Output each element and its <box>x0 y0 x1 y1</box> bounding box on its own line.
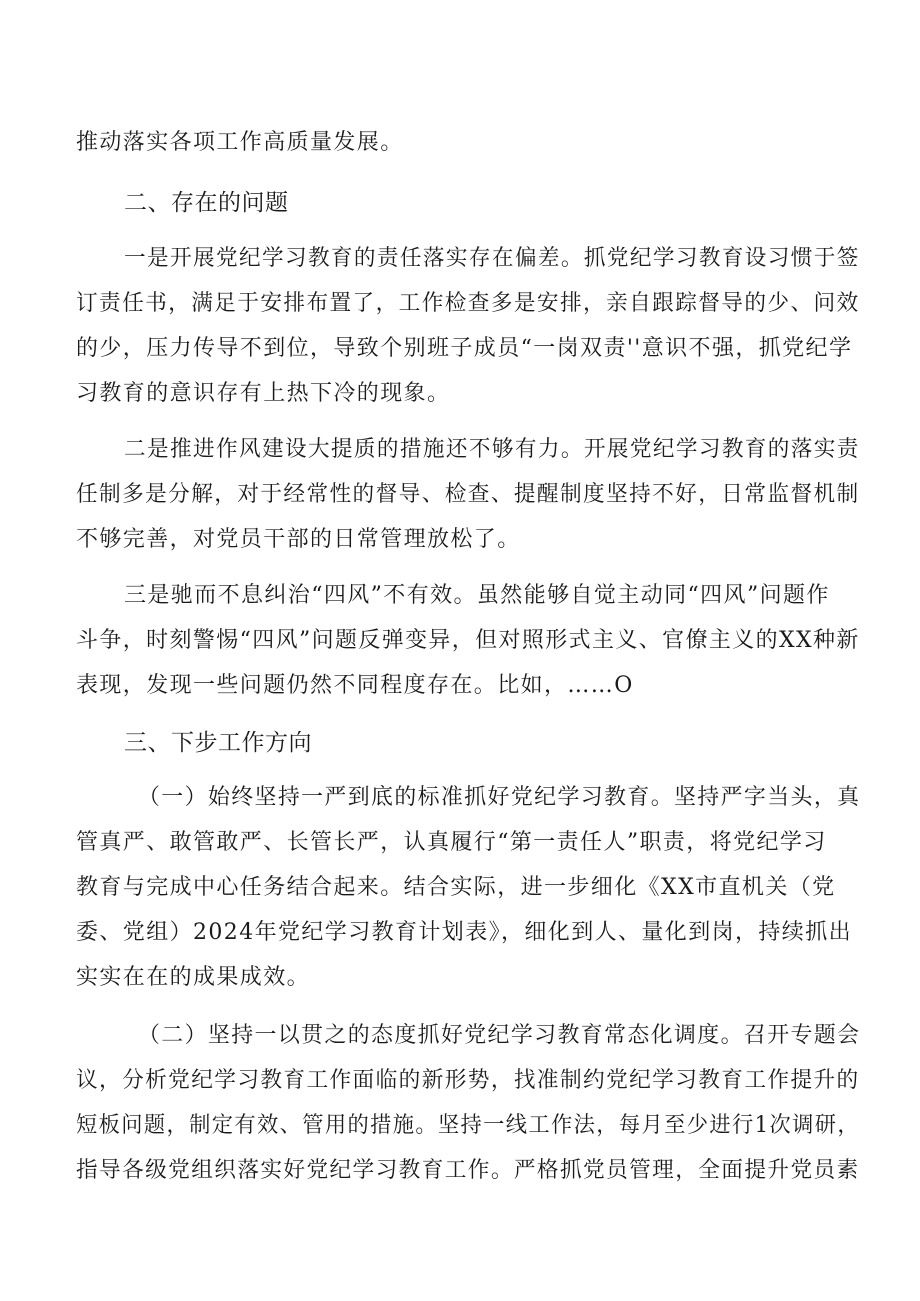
paragraph-line: 习教育的意识存有上热下冷的现象。 <box>76 381 451 406</box>
paragraph-line: 二是推进作风建设大提质的措施还不够有力。开展党纪学习教育的落实责 <box>124 437 860 462</box>
paragraph-line: 三是驰而不息纠治“四风”不有效。虽然能够自觉主动同“四风”问题作 <box>124 583 830 608</box>
paragraph-line: 订责任书，满足于安排布置了，工作检查多是安排，亲自跟踪督导的少、问效 <box>76 291 860 316</box>
paragraph-line: 任制多是分解，对于经常性的督导、检查、提醒制度坚持不好，日常监督机制 <box>76 482 860 507</box>
section-heading: 三、下步工作方向 <box>124 730 312 756</box>
paragraph-line: （二）坚持一以贯之的态度抓好党纪学习教育常态化调度。召开专题会 <box>138 1023 861 1048</box>
paragraph-line: 短板问题，制定有效、管用的措施。坚持一线工作法，每月至少进行1次调研， <box>76 1113 860 1138</box>
paragraph-line: 不够完善，对党员干部的日常管理放松了。 <box>76 527 521 552</box>
paragraph-line: 推动落实各项工作高质量发展。 <box>76 130 404 155</box>
paragraph-line: 指导各级党组织落实好党纪学习教育工作。严格抓党员管理，全面提升党员素 <box>76 1158 860 1183</box>
paragraph-line: 管真严、敢管敢严、长管长严，认真履行“第一责任人”职责，将党纪学习 <box>76 830 827 855</box>
paragraph-line: （一）始终坚持一严到底的标准抓好党纪学习教育。坚持严字当头，真 <box>138 785 861 810</box>
paragraph-line: 教育与完成中心任务结合起来。结合实际，进一步细化《XX市直机关（党 <box>76 875 836 900</box>
paragraph-line: 委、党组）2024年党纪学习教育计划表》，细化到人、量化到岗，持续抓出 <box>76 920 852 945</box>
paragraph-line: 表现，发现一些问题仍然不同程度存在。比如，……O <box>76 673 634 698</box>
paragraph-line: 一是开展党纪学习教育的责任落实存在偏差。抓党纪学习教育设习惯于签 <box>124 246 860 271</box>
paragraph-line: 的少，压力传导不到位，导致个别班子成员“一岗双责''意识不强，抓党纪学 <box>76 336 853 361</box>
paragraph-line: 议，分析党纪学习教育工作面临的新形势，找准制约党纪学习教育工作提升的 <box>76 1068 860 1093</box>
paragraph-line: 实实在在的成果成效。 <box>76 965 311 990</box>
paragraph-line: 斗争，时刻警惕“四风”问题反弹变异，但对照形式主义、官僚主义的XX种新 <box>76 628 860 653</box>
section-heading: 二、存在的问题 <box>124 190 289 216</box>
